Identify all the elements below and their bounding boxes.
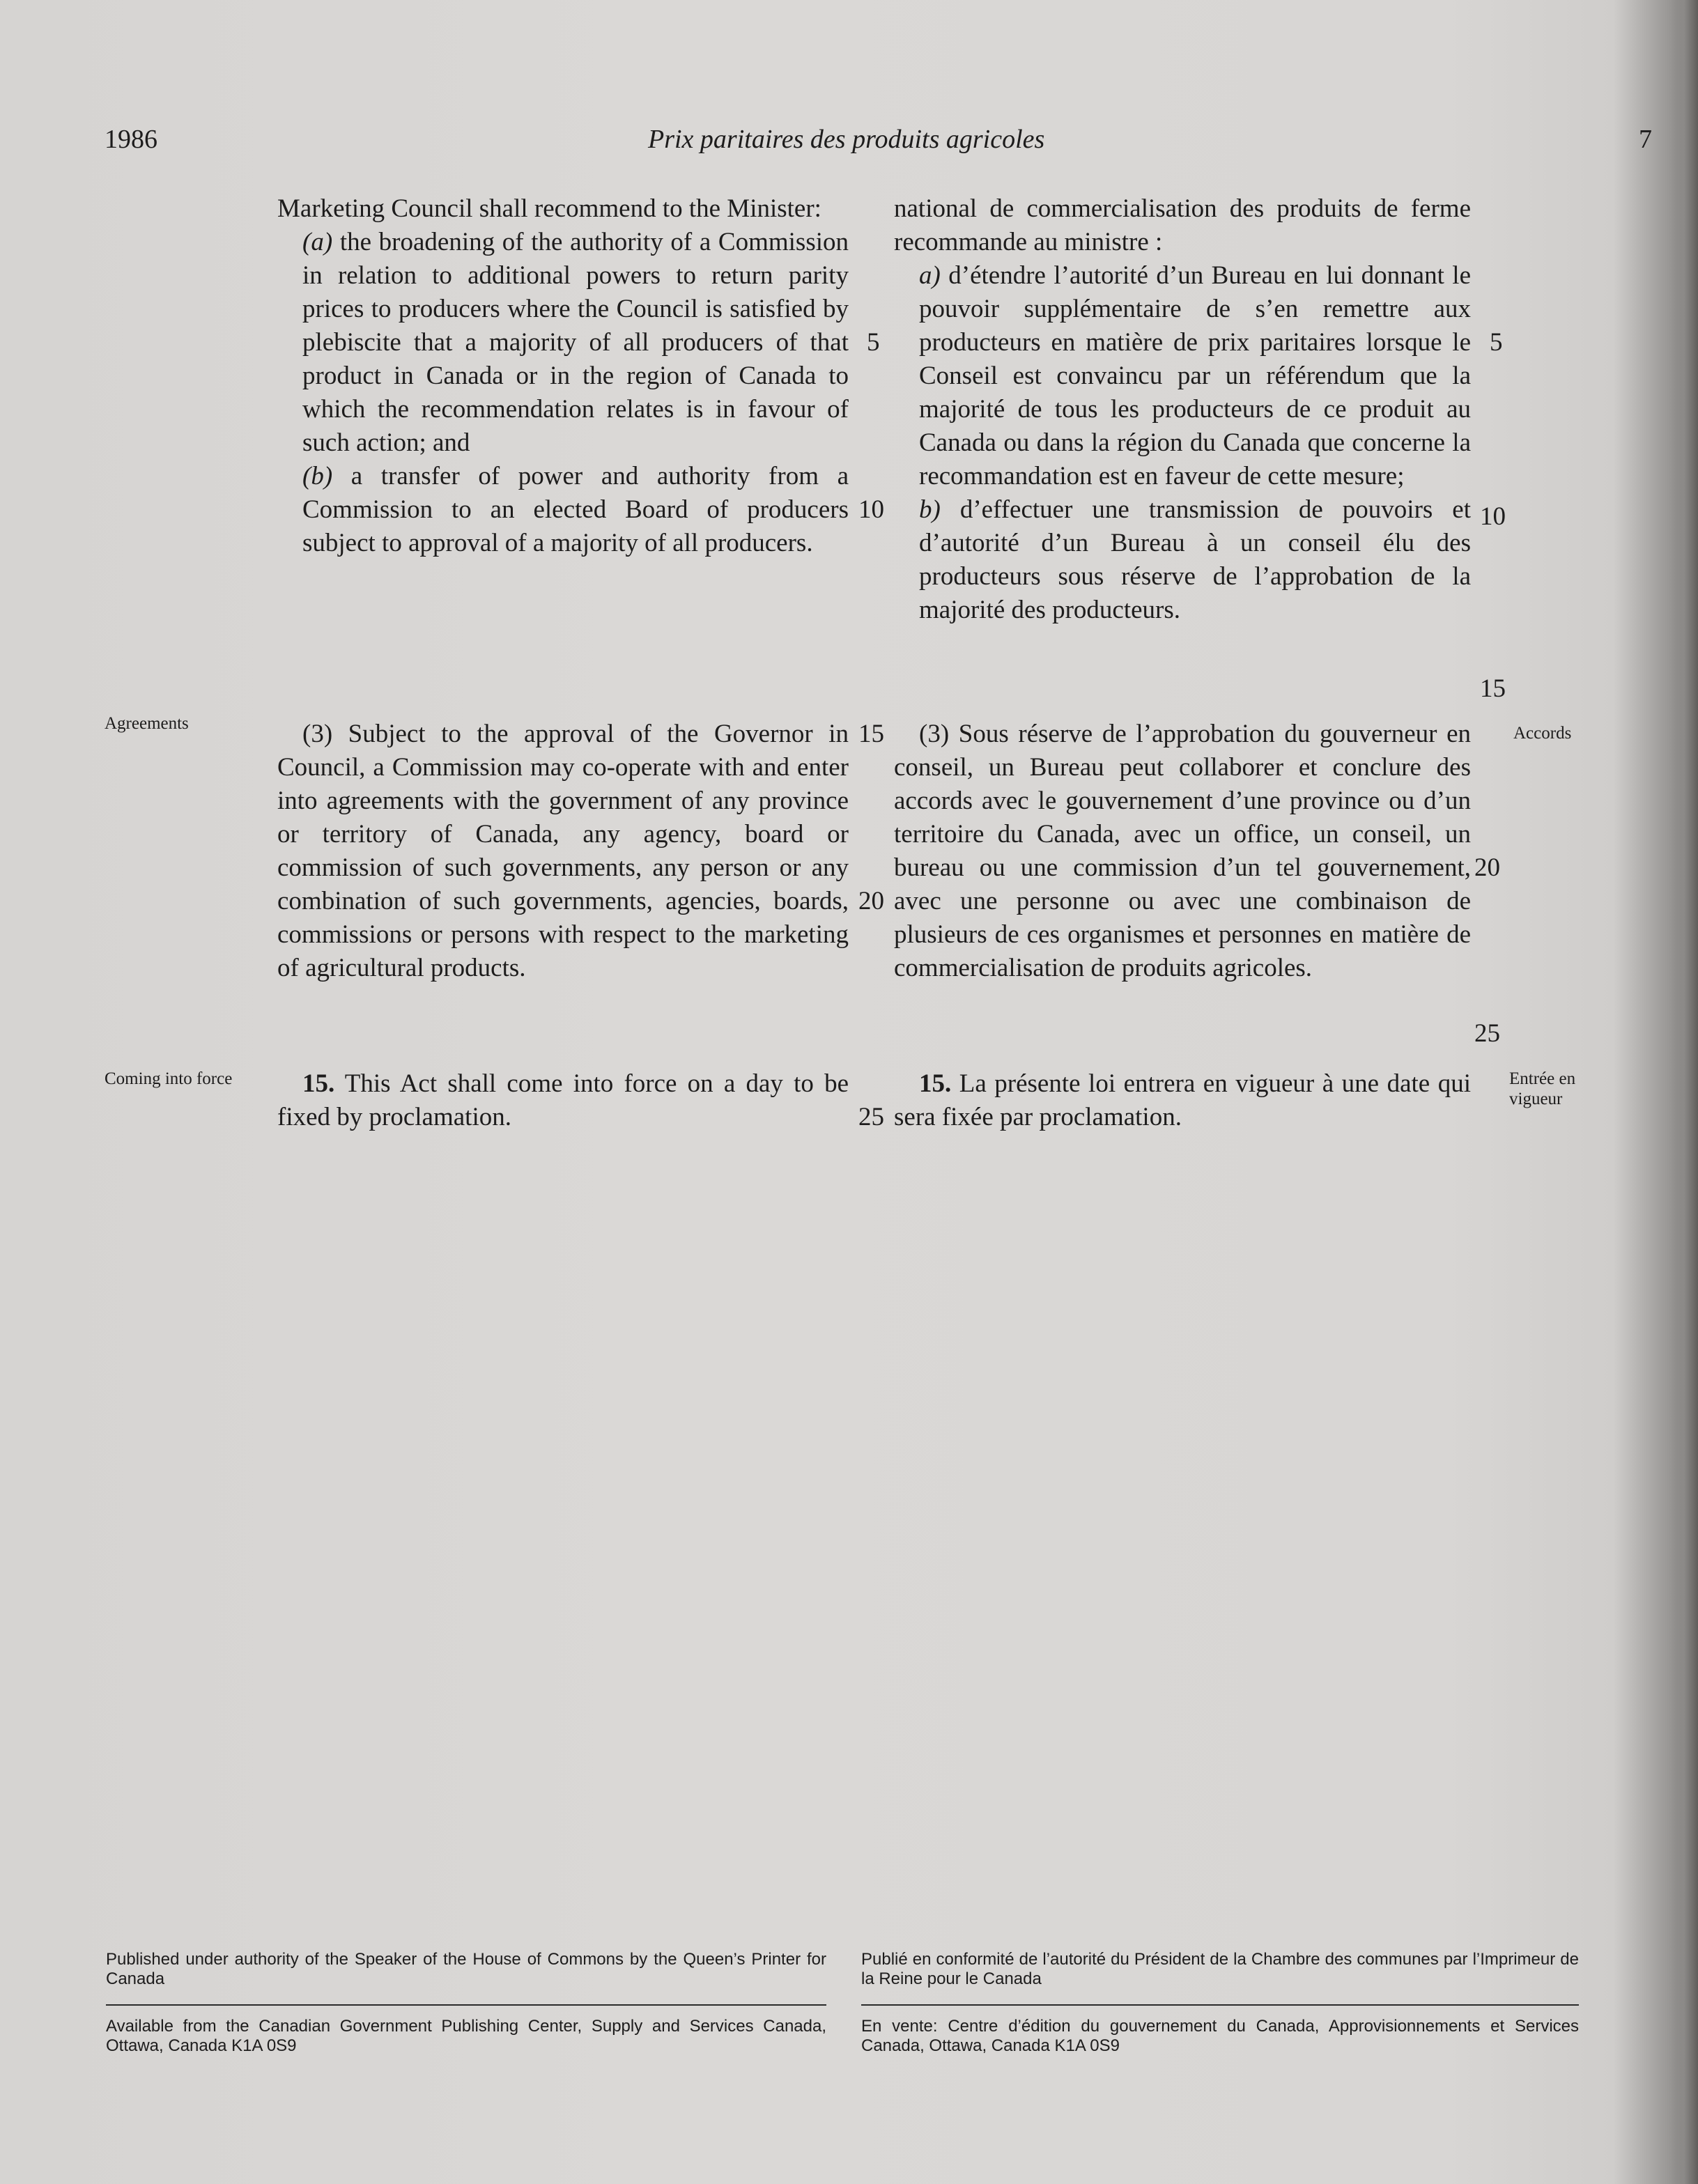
footer-available-fr: En vente: Centre d’édition du gouvernement du Canada, Approvisionnements et Services Canada, Ottawa, Canada K1A 0S9 [861, 2017, 1579, 2055]
header-title: Prix paritaires des produits agricoles [648, 125, 1045, 154]
french-paragraph-a-text: d’étendre l’autorité d’un Bureau en lui donnant le pouvoir supplémentaire de s’en remettre aux producteurs en matière de prix paritaires lorsque le Conseil est convaincu par un référendum que la majorité de tous les producteurs de ce produit au Canada ou dans la région du Canada que concerne la recommandation est en faveur de cette mesure; [919, 261, 1471, 490]
french-section-15-text [894, 1067, 1471, 1134]
footer-divider-fr [861, 2004, 1579, 2006]
english-intro: Marketing Council shall recommend to the Minister: [277, 194, 821, 223]
french-section-15-body: La présente loi entrera en vigueur à une date qui sera fixée par proclamation. [894, 1069, 1471, 1131]
english-paragraph-a-label: (a) [302, 228, 333, 256]
line-number-fr-10: 10 [1480, 502, 1506, 531]
footer-available-en: Available from the Canadian Government Publishing Center, Supply and Services Canada, Ottawa, Canada K1A 0S9 [106, 2017, 826, 2055]
french-subsection-3-text: (3) Sous réserve de l’approbation du gouverneur en conseil, un Bureau peut collaborer et conclure des accords avec le gouvernement d’une province ou d’un territoire du Canada, avec un office, un conseil, un bureau ou une commission d’un tel gouvernement, avec une personne ou avec une combinaison de plusieurs de ces organismes et personnes en matière de commercialisation de produits agricoles. [894, 720, 1471, 982]
line-number-en-5: 5 [867, 328, 880, 357]
english-section-15-body: This Act shall come into force on a day to be fixed by proclamation. [277, 1069, 849, 1131]
margin-note-agreements: Agreements [105, 714, 189, 733]
french-paragraph-b [894, 493, 1471, 627]
line-number-fr-15: 15 [1480, 674, 1506, 703]
french-paragraph-b-text: d’effectuer une transmission de pouvoirs et d’autorité d’un Bureau à un conseil élu des producteurs sous réserve de l’approbation de la majorité des producteurs. [919, 495, 1471, 624]
english-paragraph-a-text: the broadening of the authority of a Commission in relation to additional powers to return parity prices to producers where the Council is satisfied by plebiscite that a majority of all producers of that product in Canada or in the region of Canada to which the recommendation relates is in favour of such action; and [302, 228, 849, 457]
line-number-fr-5: 5 [1490, 328, 1503, 357]
french-paragraph-a-label: a) [919, 261, 941, 290]
page-binding-shadow [1670, 0, 1698, 2184]
french-paragraph-b-label: b) [919, 495, 941, 524]
english-subsection-3 [277, 718, 849, 985]
french-section-15-number: 15. [919, 1069, 952, 1098]
english-column [277, 192, 849, 560]
french-paragraph-a [894, 259, 1471, 493]
french-column [894, 192, 1471, 627]
footer-divider-en [106, 2004, 826, 2006]
footer-published-en: Published under authority of the Speaker of the House of Commons by the Queen’s Printer for Canada [106, 1950, 826, 1988]
french-intro: national de commercialisation des produits de ferme recommande au ministre : [894, 194, 1471, 256]
english-paragraph-b-text: a transfer of power and authority from a Commission to an elected Board of producers subject to approval of a majority of all producers. [302, 462, 849, 557]
margin-note-coming-into-force: Coming into force [105, 1069, 233, 1088]
english-subsection-3-text: (3) Subject to the approval of the Governor in Council, a Commission may co-operate with and enter into agreements with the government of any province or territory of Canada, any agency, board or commission of such governments, any person or any combination of such governments, agencies, boards, commissions or persons with respect to the marketing of agricultural products. [277, 720, 849, 982]
margin-note-entree-en-vigueur: Entrée en vigueur [1509, 1069, 1576, 1108]
line-number-en-10: 10 [858, 495, 884, 524]
line-number-en-15: 15 [858, 720, 884, 748]
line-number-en-20: 20 [858, 887, 884, 915]
page-number: 7 [1639, 125, 1652, 154]
english-section-15 [277, 1067, 849, 1134]
english-section-15-text [277, 1067, 849, 1134]
header-year: 1986 [105, 125, 157, 154]
english-section-15-number: 15. [302, 1069, 335, 1098]
french-subsection-3 [894, 718, 1471, 985]
line-number-fr-20: 20 [1474, 853, 1500, 882]
line-number-fr-25: 25 [1474, 1019, 1500, 1048]
footer-published-fr: Publié en conformité de l’autorité du Président de la Chambre des communes par l’Imprimeur de la Reine pour le Canada [861, 1950, 1579, 1988]
english-paragraph-a [277, 226, 849, 460]
english-paragraph-b-label: (b) [302, 462, 333, 490]
margin-note-accords: Accords [1513, 724, 1572, 743]
english-paragraph-b [277, 460, 849, 560]
line-number-en-25: 25 [858, 1103, 884, 1131]
french-section-15 [894, 1067, 1471, 1134]
